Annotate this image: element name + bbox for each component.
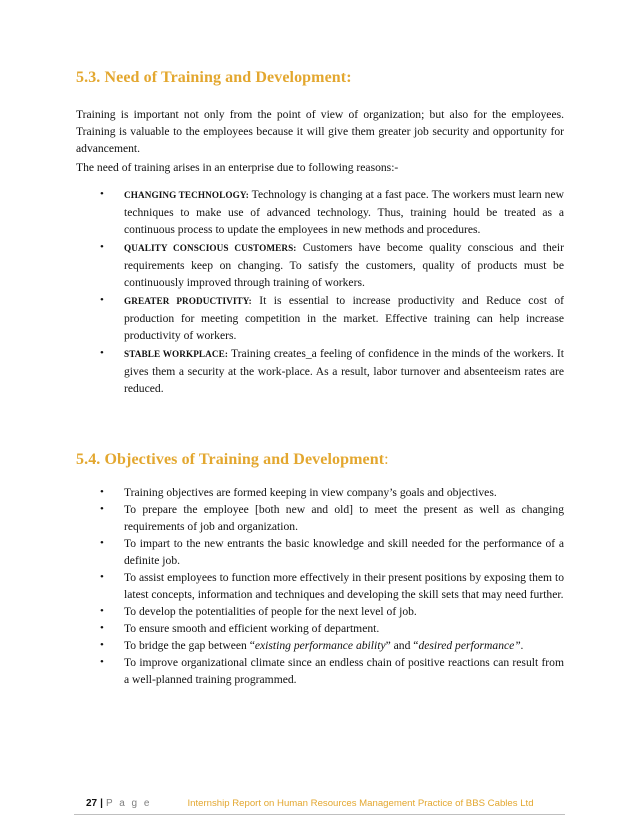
bullet-icon: • — [100, 537, 104, 549]
bullet-icon: • — [100, 188, 104, 200]
list-item — [100, 569, 564, 603]
intro-paragraph: Training is important not only from the point of view of organization; but also for the employees. Training is valuable to the employees because it will give them greater job security and opportunity for advancement. — [76, 108, 564, 155]
page-footer — [86, 798, 564, 809]
list-item — [100, 239, 564, 291]
gap-prefix: To bridge the gap between “ — [124, 639, 255, 652]
reason-label: QUALITY CONSCIOUS CUSTOMERS: — [124, 243, 297, 253]
list-item — [100, 501, 564, 535]
list-item — [100, 484, 564, 501]
footer-title: Internship Report on Human Resources Management Practice of BBS Cables Ltd — [187, 798, 534, 809]
objective-text: To ensure smooth and efficient working of department. — [124, 622, 380, 635]
bullet-icon: • — [100, 622, 104, 634]
list-item — [100, 654, 564, 688]
bullet-icon: • — [100, 294, 104, 306]
reason-label: GREATER PRODUCTIVITY: — [124, 296, 252, 306]
list-item — [100, 637, 564, 654]
footer-divider — [74, 814, 565, 815]
reason-text: It is essential to increase productivity and Reduce cost of production for meeting competition in the market. Effective training can help increase productivity of workers. — [124, 294, 565, 342]
bullet-icon: • — [100, 656, 104, 668]
footer-separator: | — [100, 798, 103, 809]
gap-ability: existing performance ability — [254, 639, 386, 652]
list-item — [100, 620, 564, 637]
bullet-icon: • — [100, 241, 104, 253]
list-item — [100, 186, 564, 238]
bullet-icon: • — [100, 503, 104, 515]
list-item — [100, 345, 564, 397]
gap-middle: ” and “ — [385, 639, 419, 652]
objectives-list — [100, 484, 564, 688]
reason-label: STABLE WORKPLACE: — [124, 349, 229, 359]
objective-text: To improve organizational climate since an endless chain of positive reactions can result from a well-planned training programmed. — [124, 656, 564, 686]
section-heading-objectives — [76, 451, 389, 469]
bullet-icon: • — [100, 486, 104, 498]
page-word: P a g e — [105, 798, 152, 809]
objectives-heading-text: 5.4. Objectives of Training and Development — [76, 451, 385, 468]
bullet-icon: • — [100, 571, 104, 583]
objectives-heading-colon: : — [384, 451, 389, 468]
objective-text: To prepare the employee [both new and old] to meet the present as well as changing requirements of job and organization. — [124, 503, 564, 533]
reason-text: Customers have become quality conscious and their requirements keep on changing. To satisfy the customers, quality of products must be continuously improved through training of workers. — [124, 241, 564, 289]
gap-desired: desired performance”. — [418, 639, 524, 652]
section-heading-need: 5.3. Need of Training and Development: — [76, 69, 352, 86]
bullet-icon: • — [100, 639, 104, 651]
bullet-icon: • — [100, 605, 104, 617]
objective-text: To develop the potentialities of people for the next level of job. — [124, 605, 417, 618]
reasons-list — [100, 186, 564, 398]
reason-text: Technology is changing at a fast pace. The workers must learn new techniques to make use of advanced technology. Thus, training hould be treated as a continuous process to update the employees in new methods and procedures. — [124, 188, 564, 236]
list-item — [100, 535, 564, 569]
bullet-icon: • — [100, 347, 104, 359]
lead-paragraph: The need of training arises in an enterprise due to following reasons:- — [76, 161, 399, 174]
reason-text: Training creates_a feeling of confidence in the minds of the workers. It gives them a security at the work-place. As a result, labor turnover and absenteeism rates are reduced. — [124, 347, 565, 395]
page-number: 27 — [86, 798, 98, 809]
list-item — [100, 603, 564, 620]
objective-text: To assist employees to function more effectively in their present positions by exposing them to latest concepts, information and techniques and developing the skill sets that may need further. — [124, 571, 564, 601]
list-item — [100, 292, 564, 344]
objective-text: Training objectives are formed keeping in view company’s goals and objectives. — [124, 486, 497, 499]
reason-label: CHANGING TECHNOLOGY: — [124, 190, 249, 200]
objective-text: To impart to the new entrants the basic knowledge and skill needed for the performance of a definite job. — [124, 537, 564, 567]
